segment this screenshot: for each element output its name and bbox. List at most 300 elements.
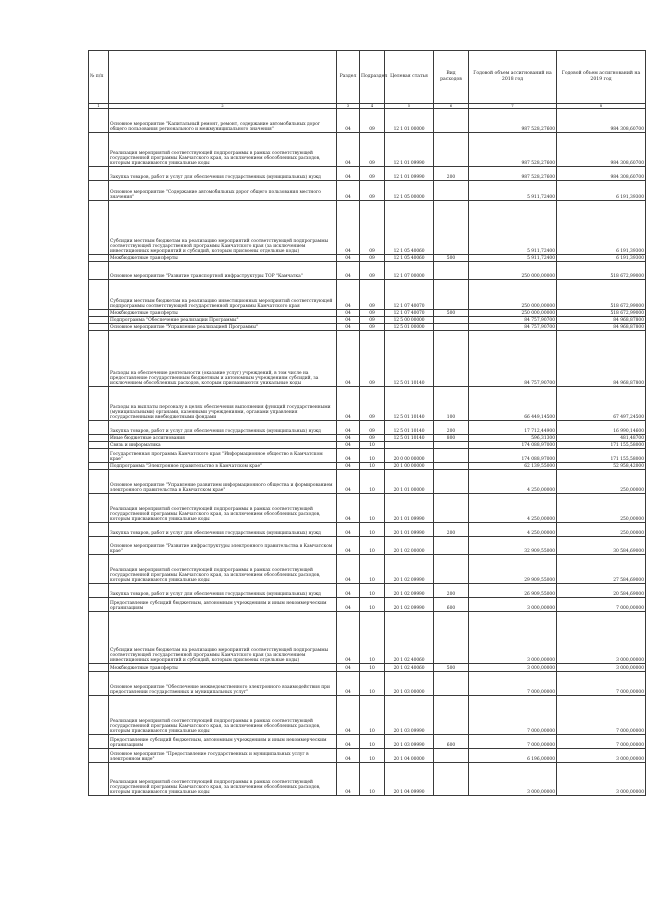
section-code-cell: 04 <box>337 449 360 463</box>
row-number-cell <box>89 262 109 280</box>
expense-type-cell <box>434 537 469 555</box>
target-article-cell: 12 1 05 40060 <box>385 255 434 262</box>
target-article-cell: 20 1 03 09990 <box>385 696 434 735</box>
amount-2019-cell: 250,00000 <box>557 470 646 494</box>
subsection-code-cell: 10 <box>360 664 385 672</box>
section-code-cell: 04 <box>337 598 360 612</box>
row-name-cell: Закупка товаров, работ и услуг для обеспечения государственных (муниципальных) нужд <box>109 584 337 598</box>
amount-2018-cell: 29 909,55000 <box>469 555 557 584</box>
amount-2018-cell: 5 911,72400 <box>469 201 557 255</box>
section-code-cell: 04 <box>337 133 360 167</box>
expense-type-cell <box>434 494 469 523</box>
expense-type-cell <box>434 555 469 584</box>
row-number-cell <box>89 470 109 494</box>
expense-type-cell <box>434 442 469 449</box>
section-code-cell: 04 <box>337 537 360 555</box>
amount-2019-cell: 518 672,99000 <box>557 310 646 317</box>
table-row <box>89 494 646 523</box>
section-code-cell: 04 <box>337 421 360 435</box>
row-name-cell: Государственная программа Камчатского края "Информационное общество в Камчатском крае" <box>109 449 337 463</box>
column-number: 1 <box>89 104 109 109</box>
amount-2018-cell: 84 757,90700 <box>469 324 557 331</box>
row-number-cell <box>89 255 109 262</box>
row-number-cell <box>89 310 109 317</box>
target-article-cell: 20 0 00 00000 <box>385 449 434 463</box>
subsection-code-cell: 10 <box>360 584 385 598</box>
table-row <box>89 696 646 735</box>
section-code-cell: 04 <box>337 523 360 537</box>
amount-2019-cell: 518 672,99000 <box>557 262 646 280</box>
amount-2019-cell: 984 308,60700 <box>557 167 646 181</box>
amount-2018-cell: 26 909,55000 <box>469 584 557 598</box>
target-article-cell: 12 5 01 10140 <box>385 421 434 435</box>
subsection-code-cell: 10 <box>360 523 385 537</box>
header-podrazdel: Подраздел <box>360 51 385 104</box>
section-code-cell: 04 <box>337 763 360 796</box>
amount-2019-cell: 84 968,87800 <box>557 331 646 387</box>
table-row <box>89 167 646 181</box>
expense-type-cell: 200 <box>434 584 469 598</box>
row-number-cell <box>89 421 109 435</box>
target-article-cell: 20 1 02 00000 <box>385 537 434 555</box>
expense-type-cell <box>434 317 469 324</box>
subsection-code-cell: 10 <box>360 612 385 664</box>
row-name-cell: Основное мероприятие "Предоставление государственных и муниципальных услуг в электронном виде" <box>109 749 337 763</box>
amount-2018-cell: 250 000,00000 <box>469 262 557 280</box>
amount-2019-cell: 3 000,00000 <box>557 612 646 664</box>
amount-2018-cell: 3 000,00000 <box>469 763 557 796</box>
amount-2018-cell: 7 000,00000 <box>469 672 557 696</box>
table-row <box>89 324 646 331</box>
row-number-cell <box>89 387 109 421</box>
subsection-code-cell: 09 <box>360 167 385 181</box>
table-row <box>89 262 646 280</box>
amount-2019-cell: 27 584,69000 <box>557 555 646 584</box>
expense-type-cell <box>434 181 469 201</box>
target-article-cell: 12 1 07 40070 <box>385 310 434 317</box>
row-name-cell: Субсидии местным бюджетам на реализацию мероприятий соответствующей подпрограммы соответствующей государственной программы Камчатского края (за исключением инвестиционных мероприятий и субсидий, которым присвоены отдельные коды) <box>109 612 337 664</box>
section-code-cell: 04 <box>337 387 360 421</box>
row-name-cell: Реализация мероприятий соответствующей подпрограммы в рамках соответствующей государственной программы Камчатского края, за исключением обособленных расходов, которым присваиваются уникальные коды <box>109 133 337 167</box>
row-number-cell <box>89 201 109 255</box>
row-number-cell <box>89 442 109 449</box>
row-name-cell: Реализация мероприятий соответствующей подпрограммы в рамках соответствующей государственной программы Камчатского края, за исключением обособленных расходов, которым присваиваются уникальные коды <box>109 763 337 796</box>
table-row <box>89 523 646 537</box>
row-number-cell <box>89 523 109 537</box>
subsection-code-cell: 09 <box>360 317 385 324</box>
amount-2018-cell: 987 528,27600 <box>469 167 557 181</box>
amount-2018-cell: 987 528,27600 <box>469 133 557 167</box>
row-name-cell: Подпрограмма "Электронное правительство в Камчатском крае" <box>109 463 337 470</box>
section-code-cell: 04 <box>337 167 360 181</box>
row-number-cell <box>89 167 109 181</box>
section-code-cell: 04 <box>337 255 360 262</box>
amount-2018-cell: 3 000,00000 <box>469 612 557 664</box>
section-code-cell: 04 <box>337 435 360 442</box>
table-row <box>89 317 646 324</box>
table-row <box>89 387 646 421</box>
amount-2018-cell: 84 757,90700 <box>469 331 557 387</box>
section-code-cell: 04 <box>337 470 360 494</box>
row-name-cell: Основное мероприятие "Развитие инфраструктуры электронного правительства в Камчатском крае" <box>109 537 337 555</box>
expense-type-cell <box>434 696 469 735</box>
expense-type-cell: 200 <box>434 421 469 435</box>
amount-2018-cell: 6 196,00000 <box>469 749 557 763</box>
target-article-cell: 20 1 02 40060 <box>385 612 434 664</box>
section-code-cell: 04 <box>337 181 360 201</box>
section-code-cell: 04 <box>337 735 360 749</box>
target-article-cell: 20 1 04 09990 <box>385 763 434 796</box>
target-article-cell: 20 1 00 00000 <box>385 463 434 470</box>
target-article-cell: 20 1 03 00000 <box>385 672 434 696</box>
subsection-code-cell: 09 <box>360 181 385 201</box>
target-article-cell: 20 1 02 09990 <box>385 584 434 598</box>
section-code-cell: 04 <box>337 109 360 133</box>
amount-2018-cell: 84 757,90700 <box>469 317 557 324</box>
expense-type-cell <box>434 324 469 331</box>
amount-2019-cell: 20 584,69000 <box>557 584 646 598</box>
amount-2018-cell: 7 000,00000 <box>469 735 557 749</box>
amount-2019-cell: 6 191,39300 <box>557 201 646 255</box>
row-number-cell <box>89 555 109 584</box>
target-article-cell: 12 1 01 00000 <box>385 109 434 133</box>
subsection-code-cell: 10 <box>360 735 385 749</box>
expense-type-cell: 500 <box>434 664 469 672</box>
amount-2018-cell: 4 250,00000 <box>469 470 557 494</box>
row-name-cell: Основное мероприятие "Развитие транспортной инфраструктуры ТОР "Камчатка" <box>109 262 337 280</box>
subsection-code-cell: 10 <box>360 537 385 555</box>
table-row <box>89 598 646 612</box>
row-number-cell <box>89 664 109 672</box>
row-name-cell: Расходы на выплаты персоналу в целях обеспечения выполнения функций государственными (муниципальными) органами, казенными учреждениями, органами управления государственными внебюджетными фондами <box>109 387 337 421</box>
amount-2019-cell: 67 497,24500 <box>557 387 646 421</box>
expense-type-cell <box>434 109 469 133</box>
section-code-cell: 04 <box>337 324 360 331</box>
subsection-code-cell: 10 <box>360 442 385 449</box>
amount-2018-cell: 4 250,00000 <box>469 494 557 523</box>
expense-type-cell <box>434 262 469 280</box>
target-article-cell: 12 1 05 00000 <box>385 181 434 201</box>
subsection-code-cell: 10 <box>360 463 385 470</box>
expense-type-cell <box>434 470 469 494</box>
amount-2019-cell: 171 155,58000 <box>557 442 646 449</box>
column-number: 3 <box>337 104 360 109</box>
subsection-code-cell: 09 <box>360 324 385 331</box>
row-number-cell <box>89 280 109 310</box>
table-header-row <box>89 51 646 104</box>
amount-2018-cell: 5 911,72400 <box>469 255 557 262</box>
row-number-cell <box>89 749 109 763</box>
expense-type-cell <box>434 749 469 763</box>
section-code-cell: 04 <box>337 310 360 317</box>
target-article-cell: 12 5 01 10140 <box>385 331 434 387</box>
expense-type-cell <box>434 763 469 796</box>
subsection-code-cell: 10 <box>360 598 385 612</box>
target-article-cell: 20 1 01 09990 <box>385 494 434 523</box>
subsection-code-cell: 10 <box>360 449 385 463</box>
row-number-cell <box>89 435 109 442</box>
subsection-code-cell: 10 <box>360 696 385 735</box>
row-number-cell <box>89 763 109 796</box>
amount-2018-cell: 987 528,27600 <box>469 109 557 133</box>
amount-2018-cell: 3 000,00000 <box>469 664 557 672</box>
amount-2018-cell: 3 000,00000 <box>469 598 557 612</box>
amount-2018-cell: 174 088,97000 <box>469 442 557 449</box>
table-row <box>89 612 646 664</box>
row-name-cell: Межбюджетные трансферты <box>109 664 337 672</box>
subsection-code-cell: 09 <box>360 331 385 387</box>
table-row <box>89 201 646 255</box>
row-name-cell: Основное мероприятие "Содержание автомобильных дорог общего пользования местного значения" <box>109 181 337 201</box>
amount-2018-cell: 7 000,00000 <box>469 696 557 735</box>
table-row <box>89 442 646 449</box>
target-article-cell: 12 5 01 00000 <box>385 324 434 331</box>
header-target-article: Целевая статья <box>385 51 434 104</box>
subsection-code-cell: 09 <box>360 387 385 421</box>
section-code-cell: 04 <box>337 317 360 324</box>
amount-2019-cell: 52 958,42000 <box>557 463 646 470</box>
expense-type-cell <box>434 280 469 310</box>
header-razdel: Раздел <box>337 51 360 104</box>
amount-2018-cell: 32 909,55000 <box>469 537 557 555</box>
amount-2019-cell: 84 968,87800 <box>557 324 646 331</box>
row-number-cell <box>89 181 109 201</box>
amount-2019-cell: 250,00000 <box>557 523 646 537</box>
target-article-cell: 12 1 07 00000 <box>385 262 434 280</box>
section-code-cell: 04 <box>337 696 360 735</box>
table-row <box>89 109 646 133</box>
amount-2019-cell: 518 672,99000 <box>557 280 646 310</box>
row-number-cell <box>89 537 109 555</box>
section-code-cell: 04 <box>337 494 360 523</box>
row-name-cell: Подпрограмма "Обеспечение реализации Программы" <box>109 317 337 324</box>
row-name-cell: Расходы на обеспечение деятельности (оказание услуг) учреждений, в том числе на предоставление государственным бюджетным и автономным учреждениям субсидий, за исключением обособленных расходов, которым присваиваются уникальные коды <box>109 331 337 387</box>
row-number-cell <box>89 672 109 696</box>
header-expense-type: Вид расходов <box>434 51 469 104</box>
expense-type-cell: 200 <box>434 523 469 537</box>
target-article-cell: 20 1 02 09990 <box>385 555 434 584</box>
amount-2019-cell: 30 584,69000 <box>557 537 646 555</box>
row-name-cell: Связь и информатика <box>109 442 337 449</box>
target-article-cell: 20 1 03 09990 <box>385 735 434 749</box>
amount-2019-cell: 16 990,14600 <box>557 421 646 435</box>
amount-2019-cell: 3 000,00000 <box>557 749 646 763</box>
row-number-cell <box>89 449 109 463</box>
table-row <box>89 463 646 470</box>
section-code-cell: 04 <box>337 672 360 696</box>
row-name-cell: Реализация мероприятий соответствующей подпрограммы в рамках соответствующей государственной программы Камчатского края, за исключением обособленных расходов, которым присваиваются уникальные коды <box>109 494 337 523</box>
expense-type-cell: 500 <box>434 255 469 262</box>
subsection-code-cell: 09 <box>360 310 385 317</box>
section-code-cell: 04 <box>337 664 360 672</box>
subsection-code-cell: 10 <box>360 749 385 763</box>
row-name-cell: Основное мероприятие "Управление развитием информационного общества и формированием электронного правительства в Камчатском крае" <box>109 470 337 494</box>
subsection-code-cell: 09 <box>360 133 385 167</box>
amount-2019-cell: 7 000,00000 <box>557 672 646 696</box>
amount-2019-cell: 3 000,00000 <box>557 664 646 672</box>
expense-type-cell <box>434 672 469 696</box>
section-code-cell: 04 <box>337 463 360 470</box>
table-row <box>89 181 646 201</box>
target-article-cell: 20 1 01 09990 <box>385 523 434 537</box>
subsection-code-cell: 09 <box>360 109 385 133</box>
header-num: № п/п <box>89 51 109 104</box>
row-number-cell <box>89 612 109 664</box>
section-code-cell: 04 <box>337 442 360 449</box>
amount-2019-cell: 481,48700 <box>557 435 646 442</box>
budget-table-body <box>89 51 646 796</box>
row-name-cell: Закупка товаров, работ и услуг для обеспечения государственных (муниципальных) нужд <box>109 421 337 435</box>
column-number: 7 <box>469 104 557 109</box>
row-number-cell <box>89 317 109 324</box>
table-row <box>89 255 646 262</box>
table-row <box>89 421 646 435</box>
row-name-cell: Закупка товаров, работ и услуг для обеспечения государственных (муниципальных) нужд <box>109 167 337 181</box>
subsection-code-cell: 09 <box>360 435 385 442</box>
target-article-cell <box>385 442 434 449</box>
amount-2019-cell: 250,00000 <box>557 494 646 523</box>
table-row <box>89 672 646 696</box>
header-name <box>109 51 337 104</box>
target-article-cell: 12 5 01 10140 <box>385 387 434 421</box>
target-article-cell: 12 1 07 40070 <box>385 280 434 310</box>
table-row <box>89 749 646 763</box>
amount-2019-cell: 984 308,60700 <box>557 133 646 167</box>
row-number-cell <box>89 494 109 523</box>
subsection-code-cell: 09 <box>360 280 385 310</box>
expense-type-cell <box>434 201 469 255</box>
column-number: 4 <box>360 104 385 109</box>
target-article-cell: 12 5 00 00000 <box>385 317 434 324</box>
expense-type-cell: 800 <box>434 435 469 442</box>
expense-type-cell: 600 <box>434 735 469 749</box>
table-row <box>89 449 646 463</box>
table-row <box>89 280 646 310</box>
table-row <box>89 310 646 317</box>
target-article-cell: 20 1 04 00000 <box>385 749 434 763</box>
section-code-cell: 04 <box>337 280 360 310</box>
row-name-cell: Реализация мероприятий соответствующей подпрограммы в рамках соответствующей государственной программы Камчатского края, за исключением обособленных расходов, которым присваиваются уникальные коды <box>109 696 337 735</box>
row-name-cell: Межбюджетные трансферты <box>109 255 337 262</box>
amount-2018-cell: 4 250,00000 <box>469 523 557 537</box>
table-row <box>89 584 646 598</box>
subsection-code-cell: 09 <box>360 201 385 255</box>
amount-2018-cell: 174 088,97000 <box>469 449 557 463</box>
subsection-code-cell: 10 <box>360 470 385 494</box>
row-name-cell: Предоставление субсидий бюджетным, автономным учреждениям и иным некоммерческим организациям <box>109 735 337 749</box>
row-name-cell: Межбюджетные трансферты <box>109 310 337 317</box>
column-number: 8 <box>557 104 646 109</box>
amount-2019-cell: 984 308,60700 <box>557 109 646 133</box>
target-article-cell: 20 1 02 40060 <box>385 664 434 672</box>
expense-type-cell <box>434 612 469 664</box>
subsection-code-cell: 09 <box>360 255 385 262</box>
row-name-cell: Субсидии местным бюджетам на реализацию инвестиционных мероприятий соответствующей подпрограммы соответствующей государственной программы Камчатского края <box>109 280 337 310</box>
amount-2018-cell: 250 000,00000 <box>469 310 557 317</box>
budget-table <box>88 50 646 796</box>
column-number: 6 <box>434 104 469 109</box>
subsection-code-cell: 10 <box>360 763 385 796</box>
subsection-code-cell: 09 <box>360 421 385 435</box>
target-article-cell: 12 1 05 40060 <box>385 201 434 255</box>
expense-type-cell <box>434 133 469 167</box>
row-name-cell: Субсидии местным бюджетам на реализацию мероприятий соответствующей подпрограммы соответствующей государственной программы Камчатского края (за исключением инвестиционных мероприятий и субсидий, которым присвоены отдельные коды) <box>109 201 337 255</box>
subsection-code-cell: 10 <box>360 672 385 696</box>
target-article-cell: 20 1 02 09990 <box>385 598 434 612</box>
expense-type-cell: 200 <box>434 167 469 181</box>
table-row <box>89 435 646 442</box>
table-row <box>89 735 646 749</box>
section-code-cell: 04 <box>337 612 360 664</box>
amount-2018-cell: 62 139,55000 <box>469 463 557 470</box>
amount-2019-cell: 7 000,00000 <box>557 735 646 749</box>
amount-2019-cell: 84 968,87800 <box>557 317 646 324</box>
target-article-cell: 12 1 01 09990 <box>385 133 434 167</box>
section-code-cell: 04 <box>337 262 360 280</box>
section-code-cell: 04 <box>337 331 360 387</box>
subsection-code-cell: 10 <box>360 494 385 523</box>
amount-2019-cell: 6 191,39300 <box>557 255 646 262</box>
target-article-cell: 20 1 01 00000 <box>385 470 434 494</box>
amount-2018-cell: 66 449,14500 <box>469 387 557 421</box>
expense-type-cell <box>434 331 469 387</box>
row-name-cell: Основное мероприятие "Управление реализацией Программы" <box>109 324 337 331</box>
row-number-cell <box>89 109 109 133</box>
amount-2018-cell: 250 000,00000 <box>469 280 557 310</box>
subsection-code-cell: 10 <box>360 555 385 584</box>
row-number-cell <box>89 331 109 387</box>
amount-2019-cell: 3 000,00000 <box>557 763 646 796</box>
expense-type-cell: 600 <box>434 598 469 612</box>
row-number-cell <box>89 598 109 612</box>
expense-type-cell <box>434 463 469 470</box>
header-year-2018: Годовой объем ассигнований на 2018 год <box>469 51 557 104</box>
row-name-cell: Основное мероприятие "Обеспечение межведомственного электронного взаимодействия при предоставлении государственных и муниципальных услуг" <box>109 672 337 696</box>
table-row <box>89 331 646 387</box>
row-name-cell: Реализация мероприятий соответствующей подпрограммы в рамках соответствующей государственной программы Камчатского края, за исключением обособленных расходов, которым присваиваются уникальные коды <box>109 555 337 584</box>
row-number-cell <box>89 696 109 735</box>
amount-2019-cell: 6 191,39300 <box>557 181 646 201</box>
column-number: 2 <box>109 104 337 109</box>
table-row <box>89 133 646 167</box>
row-number-cell <box>89 735 109 749</box>
row-name-cell: Предоставление субсидий бюджетным, автономным учреждениям и иным некоммерческим организациям <box>109 598 337 612</box>
expense-type-cell: 500 <box>434 310 469 317</box>
subsection-code-cell: 09 <box>360 262 385 280</box>
amount-2018-cell: 5 911,72400 <box>469 181 557 201</box>
section-code-cell: 04 <box>337 555 360 584</box>
expense-type-cell <box>434 449 469 463</box>
header-year-2019: Годовой объем ассигнований на 2019 год <box>557 51 646 104</box>
row-number-cell <box>89 133 109 167</box>
row-number-cell <box>89 463 109 470</box>
section-code-cell: 04 <box>337 201 360 255</box>
table-row <box>89 664 646 672</box>
amount-2018-cell: 596,31300 <box>469 435 557 442</box>
table-row <box>89 470 646 494</box>
table-row <box>89 537 646 555</box>
row-number-cell <box>89 584 109 598</box>
section-code-cell: 04 <box>337 749 360 763</box>
row-name-cell: Закупка товаров, работ и услуг для обеспечения государственных (муниципальных) нужд <box>109 523 337 537</box>
row-name-cell: Основное мероприятие "Капитальный ремонт, ремонт, содержание автомобильных дорог общего пользования регионального и межмуниципального значения" <box>109 109 337 133</box>
table-row <box>89 555 646 584</box>
section-code-cell: 04 <box>337 584 360 598</box>
amount-2018-cell: 17 712,44900 <box>469 421 557 435</box>
table-row <box>89 763 646 796</box>
column-number: 5 <box>385 104 434 109</box>
row-name-cell: Иные бюджетные ассигнования <box>109 435 337 442</box>
